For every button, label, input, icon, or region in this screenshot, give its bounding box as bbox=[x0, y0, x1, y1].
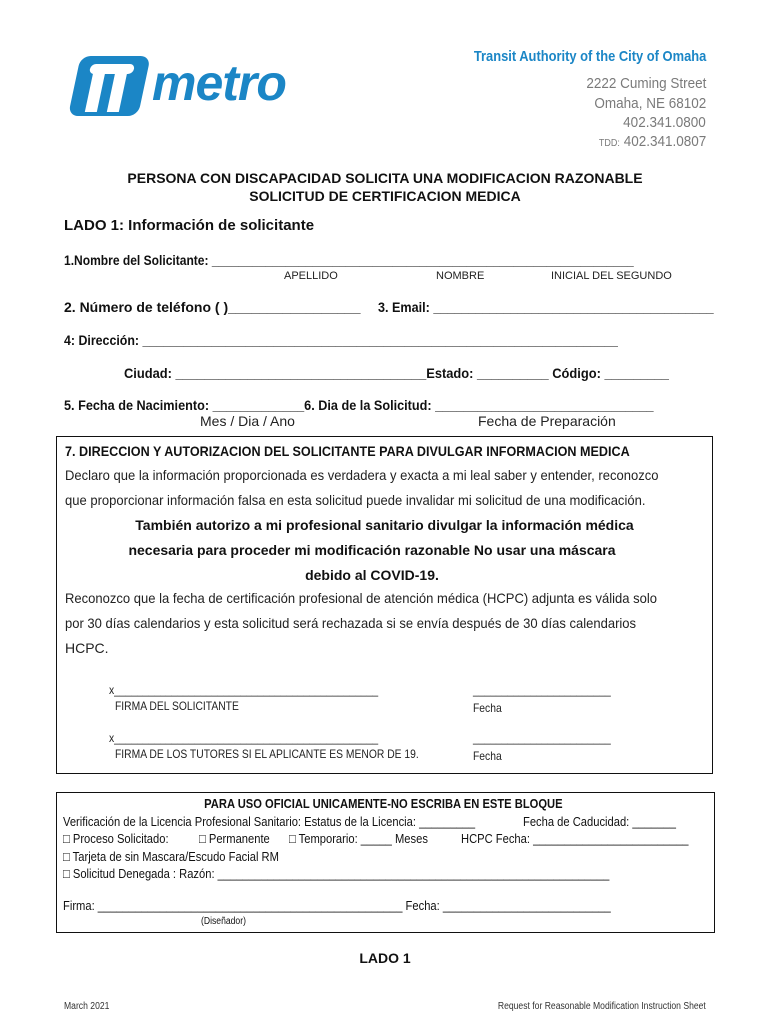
applicant-signature-line[interactable]: x______________________________________________ bbox=[109, 683, 379, 697]
org-street: 2222 Cuming Street bbox=[585, 75, 706, 92]
city-state-zip-field[interactable]: Ciudad: ___________________________________Estado: __________ Código: _________ bbox=[124, 365, 669, 381]
guardian-signature-label: FIRMA DE LOS TUTORES SI EL APLICANTE ES MENOR DE 19. bbox=[115, 747, 419, 761]
process-requested-checkbox[interactable]: □ Proceso Solicitado: bbox=[63, 831, 169, 846]
form-title-line1: PERSONA CON DISCAPACIDAD SOLICITA UNA MODIFICACION RAZONABLE bbox=[127, 170, 643, 186]
section1-heading: LADO 1: Información de solicitante bbox=[64, 217, 315, 234]
guardian-signature-line[interactable]: x______________________________________________ bbox=[109, 731, 379, 745]
tdd-label: TDD: bbox=[598, 138, 620, 149]
license-verification-field[interactable]: Verificación de la Licencia Profesional Sanitario: Estatus de la Licencia: _________ bbox=[63, 814, 476, 829]
official-signature-date-field[interactable]: Firma: _________________________________________________ Fecha: ___________________________ bbox=[63, 898, 611, 913]
dob-request-date-field[interactable]: 5. Fecha de Nacimiento: _____________6. Dia de la Solicitud: _______________________________ bbox=[64, 397, 654, 413]
designee-label: (Diseñador) bbox=[201, 916, 246, 927]
footer-title: Request for Reasonable Modification Instruction Sheet bbox=[498, 1001, 706, 1012]
section7-heading: 7. DIRECCION Y AUTORIZACION DEL SOLICITANTE PARA DIVULGAR INFORMACION MEDICA bbox=[65, 443, 630, 459]
applicant-date-line[interactable]: ________________________ bbox=[473, 683, 611, 697]
authorization-line3: debido al COVID-19. bbox=[305, 567, 439, 583]
request-denied-checkbox[interactable]: □ Solicitud Denegada : Razón: _______________________________________________________________ bbox=[63, 866, 610, 881]
name-sub-last: APELLIDO bbox=[284, 270, 338, 282]
address-field[interactable]: 4: Dirección: _____________________________________________________________________ bbox=[64, 332, 618, 348]
hcpc-date-field[interactable]: HCPC Fecha: _________________________ bbox=[461, 831, 689, 846]
org-tdd bbox=[599, 133, 706, 150]
authorization-line1: También autorizo a mi profesional sanitario divulgar la información médica bbox=[135, 517, 634, 533]
page-side-label: LADO 1 bbox=[359, 950, 411, 966]
section7-box bbox=[56, 436, 713, 774]
name-sub-first: NOMBRE bbox=[436, 270, 485, 282]
guardian-date-label: Fecha bbox=[473, 749, 502, 763]
applicant-date-label: Fecha bbox=[473, 701, 502, 715]
official-use-box bbox=[56, 792, 715, 933]
hcpc-line1: Reconozco que la fecha de certificación profesional de atención médica (HCPC) adjunta es válida solo bbox=[65, 590, 658, 606]
authorization-line2: necesaria para proceder mi modificación razonable No usar una máscara bbox=[128, 542, 616, 558]
metro-logo bbox=[64, 50, 294, 122]
applicant-name-field[interactable]: 1.Nombre del Solicitante: _______________________________________________________________ bbox=[64, 252, 634, 268]
form-title-line2: SOLICITUD DE CERTIFICACION MEDICA bbox=[249, 188, 521, 204]
hcpc-line3: HCPC. bbox=[65, 640, 109, 656]
phone-field[interactable]: 2. Número de teléfono ( )_________________ bbox=[64, 299, 361, 315]
footer-date: March 2021 bbox=[64, 1001, 110, 1012]
mask-card-checkbox[interactable]: □ Tarjeta de sin Mascara/Escudo Facial RM bbox=[63, 849, 279, 864]
guardian-date-line[interactable]: ________________________ bbox=[473, 731, 611, 745]
official-use-heading-text: PARA USO OFICIAL UNICAMENTE-NO ESCRIBA EN ESTE BLOQUE bbox=[203, 796, 563, 811]
declaration-line2: que proporcionar información falsa en esta solicitud puede invalidar mi solicitud de una modificación. bbox=[65, 492, 646, 508]
prep-date-sub-label: Fecha de Preparación bbox=[478, 413, 616, 429]
official-use-heading bbox=[57, 796, 709, 811]
metro-logo-text: metro bbox=[152, 55, 286, 111]
applicant-signature-label: FIRMA DEL SOLICITANTE bbox=[115, 699, 239, 713]
expiry-date-field[interactable]: Fecha de Caducidad: _______ bbox=[523, 814, 676, 829]
declaration-line1: Declaro que la información proporcionada es verdadera y exacta a mi leal saber y entender, reconozco bbox=[65, 467, 659, 483]
temporary-checkbox[interactable]: □ Temporario: _____ Meses bbox=[289, 831, 428, 846]
hcpc-line2: por 30 días calendarios y esta solicitud será rechazada si se envía después de 30 días calendarios bbox=[65, 615, 637, 631]
org-city: Omaha, NE 68102 bbox=[594, 95, 706, 112]
email-field[interactable]: 3. Email: ________________________________________ bbox=[378, 299, 714, 315]
name-sub-middle: INICIAL DEL SEGUNDO bbox=[551, 270, 672, 282]
tdd-number: 402.341.0807 bbox=[623, 133, 706, 150]
org-phone: 402.341.0800 bbox=[623, 114, 706, 131]
permanent-checkbox[interactable]: □ Permanente bbox=[199, 831, 270, 846]
dob-sub-label: Mes / Dia / Ano bbox=[200, 413, 295, 429]
org-name: Transit Authority of the City of Omaha bbox=[473, 48, 706, 65]
